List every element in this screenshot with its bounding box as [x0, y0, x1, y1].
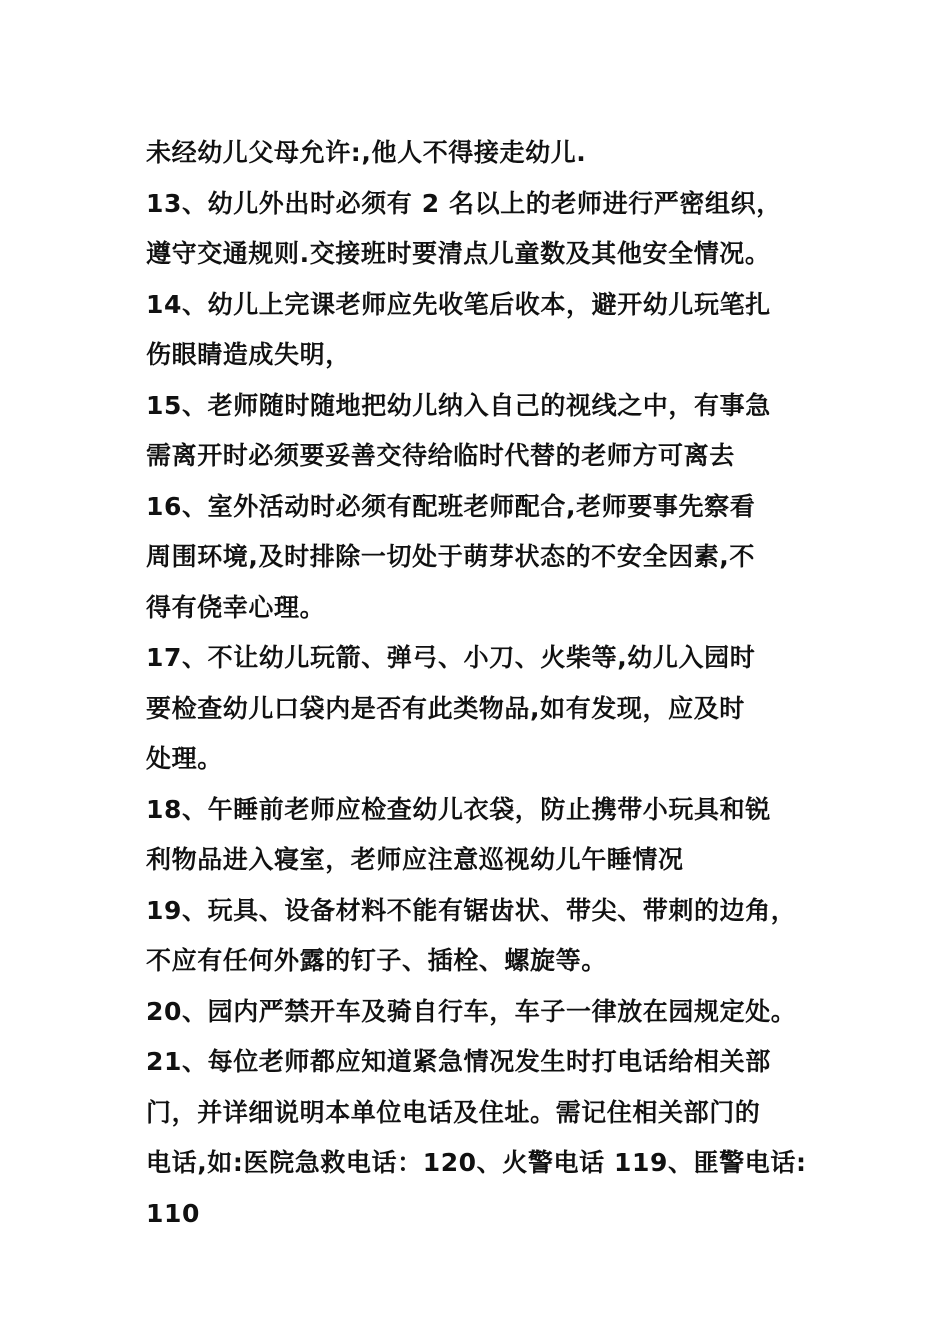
- text-line: 利物品进入寝室，老师应注意巡视幼儿午睡情况: [146, 845, 684, 874]
- text-line: 伤眼睛造成失明，: [146, 340, 351, 369]
- text-line: 15、老师随时随地把幼儿纳入自己的视线之中，有事急: [146, 390, 771, 420]
- text-line: 不应有任何外露的钉子、插栓、螺旋等。: [146, 946, 607, 975]
- text-line: 19、玩具、设备材料不能有锯齿状、带尖、带刺的边角，: [146, 895, 797, 925]
- text-line: 110: [146, 1198, 200, 1228]
- text-line: 周围环境,及时排除一切处于萌芽状态的不安全因素,不: [146, 542, 755, 571]
- text-line: 20、园内严禁开车及骑自行车，车子一律放在园规定处。: [146, 996, 797, 1026]
- text-line: 要检查幼儿口袋内是否有此类物品,如有发现，应及时: [146, 693, 745, 723]
- text-line: 处理。: [146, 744, 223, 773]
- document-body: [146, 128, 826, 1239]
- text-line: 门，并详细说明本单位电话及住址。需记住相关部门的: [146, 1097, 761, 1127]
- text-line: 电话,如:医院急救电话：120、火警电话 119、匪警电话:: [146, 1148, 807, 1177]
- text-line: 需离开时必须要妥善交待给临时代替的老师方可离去: [146, 441, 735, 470]
- text-line: 21、每位老师都应知道紧急情况发生时打电话给相关部: [146, 1047, 771, 1076]
- text-line: 14、幼儿上完课老师应先收笔后收本，避开幼儿玩笔扎: [146, 289, 771, 319]
- text-line: 未经幼儿父母允许:,他人不得接走幼儿.: [146, 138, 587, 167]
- text-line: 遵守交通规则.交接班时要清点儿童数及其他安全情况。: [146, 239, 771, 268]
- text-line: 得有侥幸心理。: [146, 592, 326, 622]
- text-line: 16、室外活动时必须有配班老师配合,老师要事先察看: [146, 491, 756, 521]
- text-line: 18、午睡前老师应检查幼儿衣袋，防止携带小玩具和锐: [146, 794, 771, 824]
- text-line: 17、不让幼儿玩箭、弹弓、小刀、火柴等,幼儿入园时: [146, 643, 756, 672]
- text-line: 13、幼儿外出时必须有 2 名以上的老师进行严密组织，: [146, 188, 782, 218]
